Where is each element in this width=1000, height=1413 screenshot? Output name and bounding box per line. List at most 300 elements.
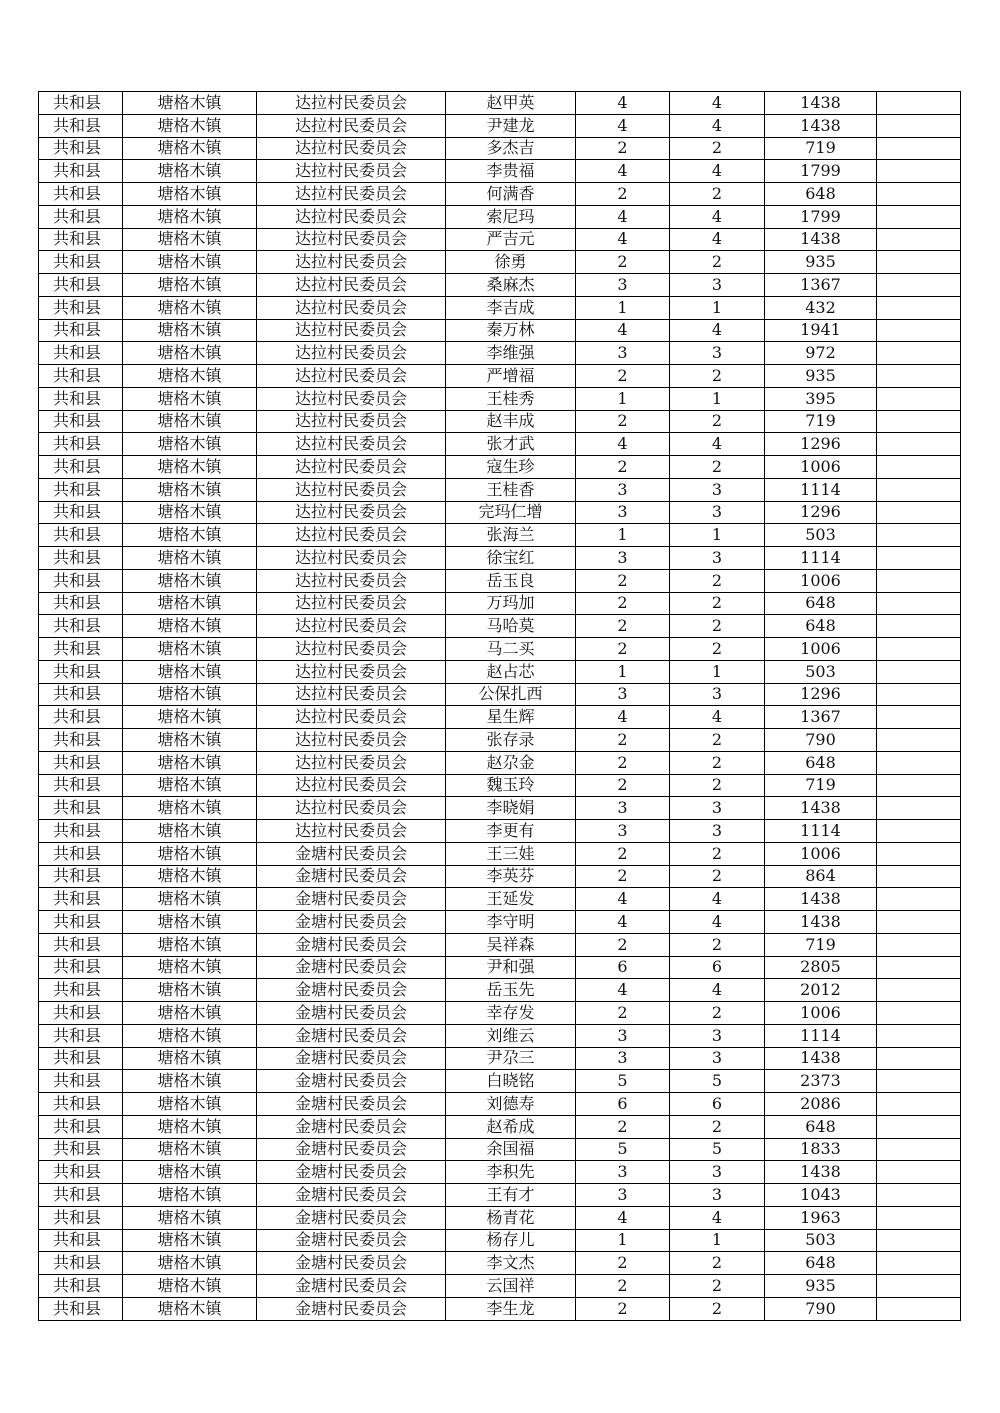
amount-cell: 972 [765,342,877,365]
name-cell: 岳玉良 [446,569,576,592]
county-cell: 共和县 [39,456,123,479]
remark-cell [877,1093,961,1116]
name-cell: 杨青花 [446,1206,576,1229]
household-size-cell: 5 [576,1138,670,1161]
table-row [39,1297,961,1320]
county-cell: 共和县 [39,547,123,570]
table-row [39,137,961,160]
county-cell: 共和县 [39,1093,123,1116]
household-size-cell: 1 [576,524,670,547]
town-cell: 塘格木镇 [123,92,257,115]
household-size-cell: 3 [576,274,670,297]
amount-cell: 503 [765,660,877,683]
county-cell: 共和县 [39,114,123,137]
covered-persons-cell: 3 [670,274,765,297]
amount-cell: 2373 [765,1070,877,1093]
county-cell: 共和县 [39,183,123,206]
remark-cell [877,706,961,729]
amount-cell: 1438 [765,911,877,934]
name-cell: 马二买 [446,638,576,661]
household-size-cell: 4 [576,433,670,456]
village-committee-cell: 达拉村民委员会 [257,251,446,274]
household-size-cell: 2 [576,1275,670,1298]
remark-cell [877,911,961,934]
town-cell: 塘格木镇 [123,1115,257,1138]
town-cell: 塘格木镇 [123,1138,257,1161]
remark-cell [877,160,961,183]
covered-persons-cell: 4 [670,911,765,934]
amount-cell: 719 [765,774,877,797]
remark-cell [877,433,961,456]
covered-persons-cell: 2 [670,1275,765,1298]
remark-cell [877,183,961,206]
household-size-cell: 3 [576,342,670,365]
household-size-cell: 2 [576,410,670,433]
table-row [39,365,961,388]
household-size-cell: 2 [576,774,670,797]
covered-persons-cell: 2 [670,1297,765,1320]
village-committee-cell: 达拉村民委员会 [257,569,446,592]
remark-cell [877,774,961,797]
table-row [39,729,961,752]
county-cell: 共和县 [39,820,123,843]
village-committee-cell: 达拉村民委员会 [257,342,446,365]
covered-persons-cell: 1 [670,524,765,547]
village-committee-cell: 金塘村民委员会 [257,1161,446,1184]
name-cell: 李更有 [446,820,576,843]
covered-persons-cell: 2 [670,774,765,797]
covered-persons-cell: 3 [670,1184,765,1207]
village-committee-cell: 达拉村民委员会 [257,547,446,570]
remark-cell [877,638,961,661]
covered-persons-cell: 1 [670,387,765,410]
village-committee-cell: 达拉村民委员会 [257,274,446,297]
remark-cell [877,274,961,297]
village-committee-cell: 达拉村民委员会 [257,114,446,137]
county-cell: 共和县 [39,888,123,911]
town-cell: 塘格木镇 [123,160,257,183]
amount-cell: 719 [765,933,877,956]
table-row [39,820,961,843]
table-row [39,865,961,888]
village-committee-cell: 达拉村民委员会 [257,319,446,342]
table-row [39,933,961,956]
household-size-cell: 3 [576,1161,670,1184]
county-cell: 共和县 [39,956,123,979]
household-size-cell: 4 [576,114,670,137]
table-row [39,751,961,774]
village-committee-cell: 达拉村民委员会 [257,729,446,752]
table-row [39,1093,961,1116]
village-committee-cell: 金塘村民委员会 [257,1297,446,1320]
county-cell: 共和县 [39,1275,123,1298]
town-cell: 塘格木镇 [123,751,257,774]
county-cell: 共和县 [39,205,123,228]
county-cell: 共和县 [39,774,123,797]
village-committee-cell: 金塘村民委员会 [257,911,446,934]
table-row [39,774,961,797]
town-cell: 塘格木镇 [123,433,257,456]
amount-cell: 719 [765,410,877,433]
county-cell: 共和县 [39,569,123,592]
table-row [39,1252,961,1275]
household-size-cell: 4 [576,92,670,115]
county-cell: 共和县 [39,979,123,1002]
table-row [39,797,961,820]
county-cell: 共和县 [39,615,123,638]
town-cell: 塘格木镇 [123,615,257,638]
amount-cell: 648 [765,1252,877,1275]
covered-persons-cell: 5 [670,1138,765,1161]
amount-cell: 1043 [765,1184,877,1207]
name-cell: 张海兰 [446,524,576,547]
name-cell: 尹和强 [446,956,576,979]
covered-persons-cell: 1 [670,296,765,319]
village-committee-cell: 达拉村民委员会 [257,365,446,388]
name-cell: 李生龙 [446,1297,576,1320]
town-cell: 塘格木镇 [123,865,257,888]
remark-cell [877,1047,961,1070]
name-cell: 多杰吉 [446,137,576,160]
remark-cell [877,251,961,274]
amount-cell: 2012 [765,979,877,1002]
amount-cell: 790 [765,1297,877,1320]
household-size-cell: 1 [576,1229,670,1252]
remark-cell [877,501,961,524]
village-committee-cell: 金塘村民委员会 [257,1047,446,1070]
town-cell: 塘格木镇 [123,1002,257,1025]
remark-cell [877,1206,961,1229]
name-cell: 赵占芯 [446,660,576,683]
county-cell: 共和县 [39,842,123,865]
amount-cell: 719 [765,137,877,160]
county-cell: 共和县 [39,365,123,388]
household-size-cell: 1 [576,296,670,319]
town-cell: 塘格木镇 [123,524,257,547]
remark-cell [877,205,961,228]
name-cell: 刘维云 [446,1024,576,1047]
village-committee-cell: 达拉村民委员会 [257,751,446,774]
household-size-cell: 2 [576,251,670,274]
village-committee-cell: 达拉村民委员会 [257,160,446,183]
covered-persons-cell: 4 [670,706,765,729]
name-cell: 张存录 [446,729,576,752]
village-committee-cell: 金塘村民委员会 [257,979,446,1002]
household-size-cell: 2 [576,615,670,638]
village-committee-cell: 达拉村民委员会 [257,92,446,115]
village-committee-cell: 金塘村民委员会 [257,865,446,888]
household-size-cell: 3 [576,1184,670,1207]
table-row [39,183,961,206]
amount-cell: 1006 [765,569,877,592]
amount-cell: 1833 [765,1138,877,1161]
name-cell: 李文杰 [446,1252,576,1275]
name-cell: 刘德寿 [446,1093,576,1116]
covered-persons-cell: 3 [670,1161,765,1184]
town-cell: 塘格木镇 [123,205,257,228]
remark-cell [877,1002,961,1025]
village-committee-cell: 达拉村民委员会 [257,183,446,206]
county-cell: 共和县 [39,865,123,888]
amount-cell: 1114 [765,547,877,570]
town-cell: 塘格木镇 [123,592,257,615]
amount-cell: 1006 [765,1002,877,1025]
covered-persons-cell: 2 [670,456,765,479]
remark-cell [877,820,961,843]
village-committee-cell: 金塘村民委员会 [257,933,446,956]
household-size-cell: 4 [576,911,670,934]
household-size-cell: 4 [576,1206,670,1229]
county-cell: 共和县 [39,1297,123,1320]
name-cell: 索尼玛 [446,205,576,228]
table-row [39,524,961,547]
household-size-cell: 4 [576,205,670,228]
remark-cell [877,228,961,251]
household-size-cell: 3 [576,547,670,570]
table-row [39,706,961,729]
town-cell: 塘格木镇 [123,820,257,843]
remark-cell [877,751,961,774]
amount-cell: 1114 [765,478,877,501]
table-row [39,319,961,342]
covered-persons-cell: 3 [670,683,765,706]
covered-persons-cell: 2 [670,933,765,956]
table-row [39,842,961,865]
household-size-cell: 4 [576,160,670,183]
table-body [39,92,961,1321]
town-cell: 塘格木镇 [123,1275,257,1298]
name-cell: 白晓铭 [446,1070,576,1093]
amount-cell: 935 [765,1275,877,1298]
town-cell: 塘格木镇 [123,911,257,934]
name-cell: 赵丰成 [446,410,576,433]
county-cell: 共和县 [39,1115,123,1138]
amount-cell: 1941 [765,319,877,342]
town-cell: 塘格木镇 [123,797,257,820]
covered-persons-cell: 2 [670,865,765,888]
household-size-cell: 1 [576,387,670,410]
amount-cell: 648 [765,751,877,774]
county-cell: 共和县 [39,797,123,820]
name-cell: 余国福 [446,1138,576,1161]
name-cell: 李积先 [446,1161,576,1184]
amount-cell: 1438 [765,1047,877,1070]
county-cell: 共和县 [39,296,123,319]
village-committee-cell: 达拉村民委员会 [257,387,446,410]
household-size-cell: 2 [576,751,670,774]
county-cell: 共和县 [39,228,123,251]
name-cell: 岳玉先 [446,979,576,1002]
table-row [39,888,961,911]
village-committee-cell: 达拉村民委员会 [257,205,446,228]
amount-cell: 1438 [765,92,877,115]
name-cell: 魏玉玲 [446,774,576,797]
town-cell: 塘格木镇 [123,774,257,797]
county-cell: 共和县 [39,638,123,661]
table-row [39,1024,961,1047]
household-size-cell: 2 [576,592,670,615]
covered-persons-cell: 4 [670,160,765,183]
remark-cell [877,1138,961,1161]
village-committee-cell: 达拉村民委员会 [257,524,446,547]
household-size-cell: 3 [576,683,670,706]
town-cell: 塘格木镇 [123,1161,257,1184]
remark-cell [877,478,961,501]
name-cell: 何满香 [446,183,576,206]
town-cell: 塘格木镇 [123,183,257,206]
county-cell: 共和县 [39,1070,123,1093]
name-cell: 徐宝红 [446,547,576,570]
name-cell: 王延发 [446,888,576,911]
amount-cell: 432 [765,296,877,319]
covered-persons-cell: 4 [670,228,765,251]
name-cell: 秦万林 [446,319,576,342]
covered-persons-cell: 2 [670,1115,765,1138]
covered-persons-cell: 4 [670,888,765,911]
county-cell: 共和县 [39,1002,123,1025]
amount-cell: 648 [765,1115,877,1138]
covered-persons-cell: 2 [670,410,765,433]
name-cell: 吴祥森 [446,933,576,956]
town-cell: 塘格木镇 [123,342,257,365]
town-cell: 塘格木镇 [123,1093,257,1116]
remark-cell [877,547,961,570]
county-cell: 共和县 [39,137,123,160]
covered-persons-cell: 2 [670,183,765,206]
table-row [39,1206,961,1229]
table-row [39,387,961,410]
amount-cell: 1006 [765,842,877,865]
amount-cell: 1438 [765,228,877,251]
amount-cell: 1799 [765,160,877,183]
covered-persons-cell: 2 [670,729,765,752]
amount-cell: 935 [765,251,877,274]
table-row [39,478,961,501]
table-row [39,342,961,365]
town-cell: 塘格木镇 [123,274,257,297]
household-size-cell: 3 [576,820,670,843]
household-size-cell: 4 [576,228,670,251]
name-cell: 李英芬 [446,865,576,888]
name-cell: 马哈莫 [446,615,576,638]
table-row [39,592,961,615]
name-cell: 星生辉 [446,706,576,729]
table-row [39,251,961,274]
remark-cell [877,865,961,888]
name-cell: 王桂香 [446,478,576,501]
remark-cell [877,615,961,638]
town-cell: 塘格木镇 [123,638,257,661]
village-committee-cell: 金塘村民委员会 [257,1024,446,1047]
village-committee-cell: 金塘村民委员会 [257,1252,446,1275]
village-committee-cell: 金塘村民委员会 [257,1206,446,1229]
remark-cell [877,387,961,410]
household-size-cell: 2 [576,183,670,206]
remark-cell [877,1115,961,1138]
amount-cell: 1296 [765,501,877,524]
village-committee-cell: 达拉村民委员会 [257,410,446,433]
village-committee-cell: 达拉村民委员会 [257,456,446,479]
table-row [39,638,961,661]
household-size-cell: 3 [576,1047,670,1070]
remark-cell [877,319,961,342]
table-row [39,660,961,683]
town-cell: 塘格木镇 [123,888,257,911]
table-row [39,160,961,183]
table-row [39,1275,961,1298]
village-committee-cell: 达拉村民委员会 [257,706,446,729]
covered-persons-cell: 4 [670,319,765,342]
table-row [39,956,961,979]
remark-cell [877,933,961,956]
village-committee-cell: 达拉村民委员会 [257,228,446,251]
table-row [39,114,961,137]
county-cell: 共和县 [39,911,123,934]
table-row [39,228,961,251]
amount-cell: 503 [765,1229,877,1252]
remark-cell [877,842,961,865]
name-cell: 王有才 [446,1184,576,1207]
town-cell: 塘格木镇 [123,501,257,524]
remark-cell [877,1229,961,1252]
covered-persons-cell: 3 [670,820,765,843]
town-cell: 塘格木镇 [123,1184,257,1207]
county-cell: 共和县 [39,1184,123,1207]
town-cell: 塘格木镇 [123,228,257,251]
table-row [39,911,961,934]
table-row [39,1047,961,1070]
remark-cell [877,137,961,160]
covered-persons-cell: 2 [670,137,765,160]
covered-persons-cell: 3 [670,547,765,570]
county-cell: 共和县 [39,501,123,524]
remark-cell [877,979,961,1002]
town-cell: 塘格木镇 [123,569,257,592]
table-row [39,547,961,570]
county-cell: 共和县 [39,342,123,365]
table-row [39,683,961,706]
amount-cell: 935 [765,365,877,388]
town-cell: 塘格木镇 [123,319,257,342]
household-size-cell: 2 [576,137,670,160]
remark-cell [877,1184,961,1207]
table-row [39,979,961,1002]
town-cell: 塘格木镇 [123,1252,257,1275]
village-committee-cell: 金塘村民委员会 [257,1115,446,1138]
household-size-cell: 2 [576,1297,670,1320]
county-cell: 共和县 [39,274,123,297]
town-cell: 塘格木镇 [123,387,257,410]
county-cell: 共和县 [39,524,123,547]
village-committee-cell: 金塘村民委员会 [257,842,446,865]
data-table [38,91,961,1321]
name-cell: 万玛加 [446,592,576,615]
name-cell: 尹建龙 [446,114,576,137]
household-size-cell: 2 [576,865,670,888]
name-cell: 赵尕金 [446,751,576,774]
county-cell: 共和县 [39,933,123,956]
town-cell: 塘格木镇 [123,114,257,137]
covered-persons-cell: 6 [670,956,765,979]
covered-persons-cell: 2 [670,592,765,615]
town-cell: 塘格木镇 [123,842,257,865]
town-cell: 塘格木镇 [123,1070,257,1093]
county-cell: 共和县 [39,706,123,729]
name-cell: 赵希成 [446,1115,576,1138]
county-cell: 共和县 [39,160,123,183]
covered-persons-cell: 3 [670,1024,765,1047]
amount-cell: 2086 [765,1093,877,1116]
